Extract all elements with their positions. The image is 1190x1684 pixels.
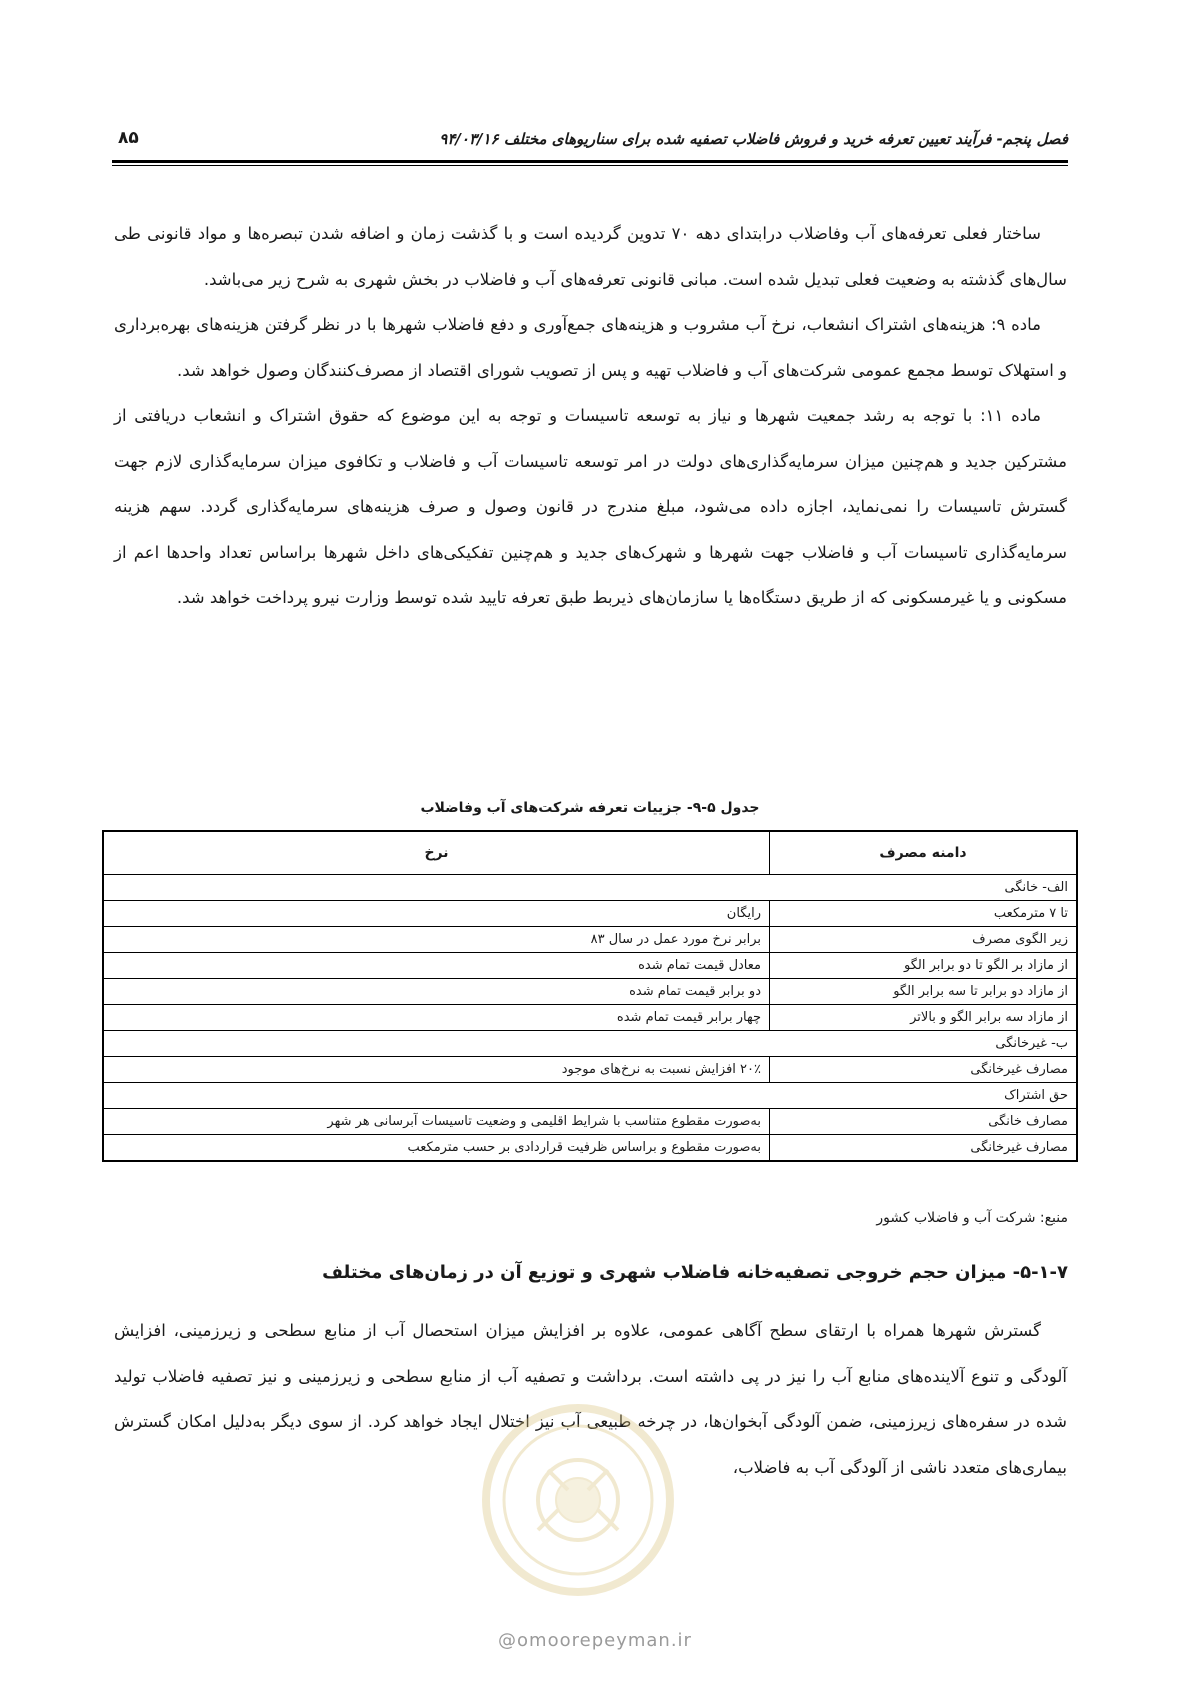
rate-cell: برابر نرخ مورد عمل در سال ۸۳ xyxy=(103,927,770,953)
table-row xyxy=(103,1135,1077,1162)
table-row xyxy=(103,1109,1077,1135)
header-range: دامنه مصرف xyxy=(770,831,1078,875)
table-row xyxy=(103,901,1077,927)
table-row xyxy=(103,1057,1077,1083)
header-rule-thin xyxy=(112,165,1068,166)
rate-cell: به‌صورت مقطوع متناسب با شرایط اقلیمی و وضعیت تاسیسات آبرسانی هر شهر xyxy=(103,1109,770,1135)
range-cell: از مازاد دو برابر تا سه برابر الگو xyxy=(770,979,1078,1005)
table-header-row xyxy=(103,831,1077,875)
chapter-title: فصل پنجم- فرآیند تعیین تعرفه خرید و فروش فاضلاب تصفیه شده برای سناریوهای مختلف ۹۴/۰۳/۱۶ xyxy=(439,130,1068,148)
table-group-row xyxy=(103,1083,1077,1109)
table-group-row xyxy=(103,875,1077,901)
paragraph: ماده ۹: هزینه‌های اشتراک انشعاب، نرخ آب مشروب و هزینه‌های جمع‌آوری و دفع فاضلاب شهرها با در نظر گرفتن هزینه‌های بهره‌برداری و استهلاک توسط مجمع عمومی شرکت‌های آب و فاضلاب تهیه و پس از تصویب شورای اقتصاد از مصرف‌کنندگان وصول خواهد شد. xyxy=(114,315,1067,380)
header-rate: نرخ xyxy=(103,831,770,875)
table-group-row xyxy=(103,1031,1077,1057)
tariff-table xyxy=(102,830,1078,1162)
table-caption: جدول ۵-۹- جزییات تعرفه شرکت‌های آب وفاضلاب xyxy=(420,800,760,816)
range-cell: تا ۷ مترمکعب xyxy=(770,901,1078,927)
rate-cell: معادل قیمت تمام شده xyxy=(103,953,770,979)
table-row xyxy=(103,927,1077,953)
table-row xyxy=(103,1005,1077,1031)
paragraph: گسترش شهرها همراه با ارتقای سطح آگاهی عمومی، علاوه بر افزایش میزان استحصال آب از منابع سطحی و زیرزمینی، افزایش آلودگی و تنوع آلاینده‌های منابع آب را نیز در پی داشته است. برداشت و تصفیه آب از منابع سطحی و زیرزمینی و نیز تصفیه فاضلاب تولید شده در سفره‌های زیرزمینی، ضمن آلودگی آبخوان‌ها، در چرخه طبیعی آب نیز اختلال ایجاد خواهد کرد. از سوی دیگر به‌دلیل امکان گسترش بیماری‌های متعدد ناشی از آلودگی آب به فاضلاب، xyxy=(114,1321,1067,1477)
range-cell: از مازاد سه برابر الگو و بالاتر xyxy=(770,1005,1078,1031)
range-cell: مصارف غیرخانگی xyxy=(770,1135,1078,1162)
rate-cell: به‌صورت مقطوع و براساس ظرفیت قراردادی بر حسب مترمکعب xyxy=(103,1135,770,1162)
rate-cell: چهار برابر قیمت تمام شده xyxy=(103,1005,770,1031)
range-cell: از مازاد بر الگو تا دو برابر الگو xyxy=(770,953,1078,979)
table-row xyxy=(103,953,1077,979)
section-heading: ۵-۱-۷- میزان حجم خروجی تصفیه‌خانه فاضلاب شهری و توزیع آن در زمان‌های مختلف xyxy=(322,1262,1068,1283)
rate-cell: دو برابر قیمت تمام شده xyxy=(103,979,770,1005)
watermark-url: @omoorepeyman.ir xyxy=(498,1630,692,1651)
range-cell: زیر الگوی مصرف xyxy=(770,927,1078,953)
paragraph: ماده ۱۱: با توجه به رشد جمعیت شهرها و نیاز به توسعه تاسیسات و توجه به این موضوع که حقوق اشتراک و انشعاب دریافتی از مشترکین جدید و هم‌چنین میزان سرمایه‌گذاری‌های دولت در امر توسعه تاسیسات آب و فاضلاب و تکافوی میزان سرمایه‌گذاری لازم جهت گسترش تاسیسات را نمی‌نماید، اجازه داده می‌شود، مبلغ مندرج در قانون وصول و صرف هزینه‌های سرمایه‌گذاری گردد. سهم هزینه سرمایه‌گذاری تاسیسات آب و فاضلاب جهت شهرها و شهرک‌های جدید و هم‌چنین تفکیکی‌های داخل شهرها براساس تعداد واحدها اعم از مسکونی و یا غیرمسکونی که از طریق دستگاه‌ها یا سازمان‌های ذیربط طبق تعرفه تایید شده توسط وزارت نیرو پرداخت خواهد شد. xyxy=(114,406,1067,607)
table-source: منبع: شرکت آب و فاضلاب کشور xyxy=(876,1210,1068,1226)
rate-cell: ۲۰٪ افزایش نسبت به نرخ‌های موجود xyxy=(103,1057,770,1083)
header-rule-thick xyxy=(112,160,1068,163)
page-header xyxy=(112,126,1068,158)
group-label: ب- غیرخانگی xyxy=(103,1031,1077,1057)
paragraph: ساختار فعلی تعرفه‌های آب وفاضلاب درابتدای دهه ۷۰ تدوین گردیده است و با گذشت زمان و اضافه شدن تبصره‌ها و مواد قانونی طی سال‌های گذشته به وضعیت فعلی تبدیل شده است. مبانی قانونی تعرفه‌های آب و فاضلاب در بخش شهری به شرح زیر می‌باشد. xyxy=(114,224,1067,289)
table-row xyxy=(103,979,1077,1005)
intro-paragraphs xyxy=(114,211,1067,621)
range-cell: مصارف خانگی xyxy=(770,1109,1078,1135)
seal-watermark-icon xyxy=(478,1400,678,1600)
group-label: الف- خانگی xyxy=(103,875,1077,901)
page-number: ۸۵ xyxy=(118,128,139,148)
group-label: حق اشتراک xyxy=(103,1083,1077,1109)
rate-cell: رایگان xyxy=(103,901,770,927)
range-cell: مصارف غیرخانگی xyxy=(770,1057,1078,1083)
